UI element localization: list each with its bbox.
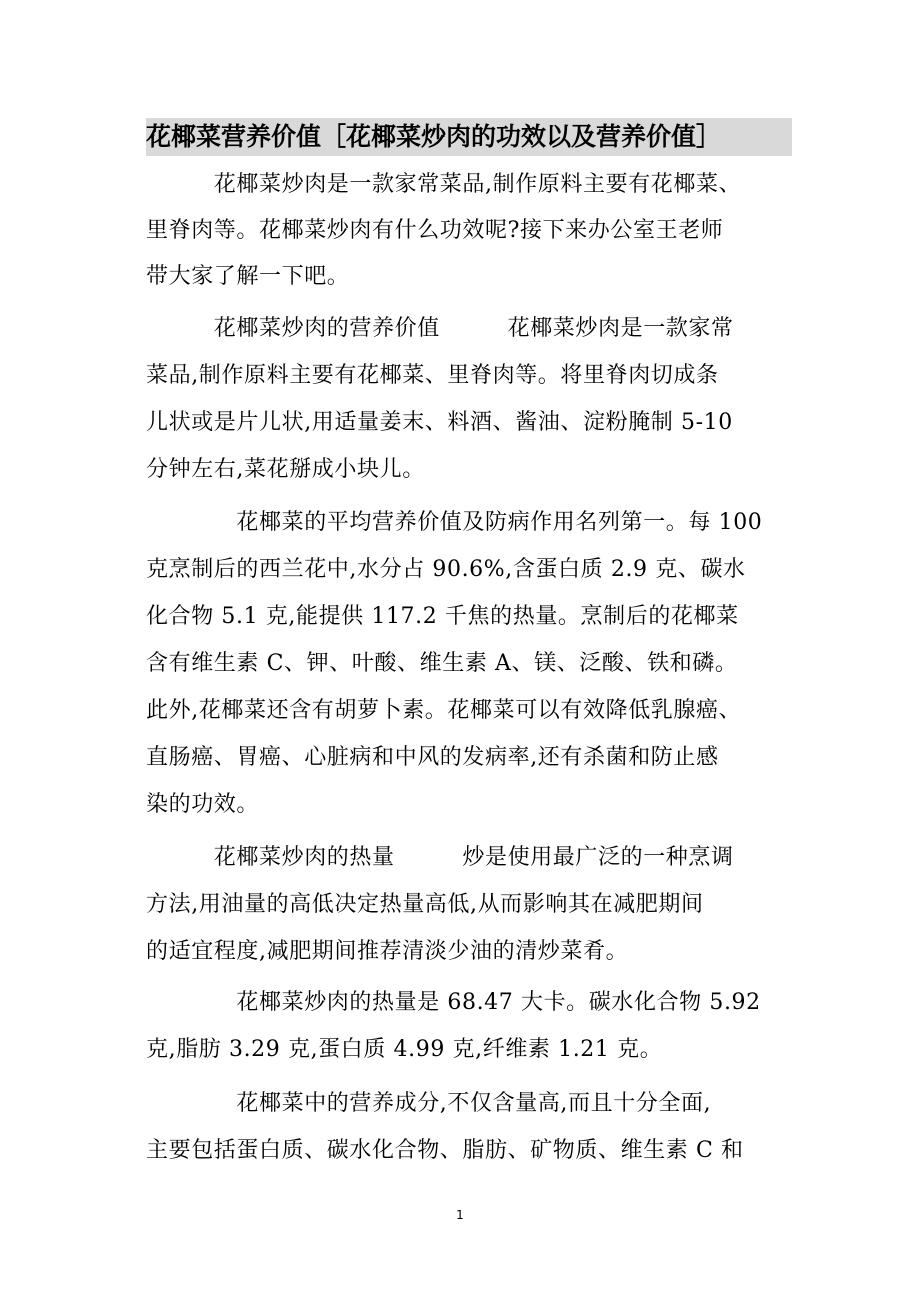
text-line: 克烹制后的西兰花中,水分占 90.6%,含蛋白质 2.9 克、碳水 <box>146 557 746 582</box>
text-line: 直肠癌、胃癌、心脏病和中风的发病率,还有杀菌和防止感 <box>146 745 719 770</box>
text-line: 花椰菜炒肉的热量是 68.47 大卡。碳水化合物 5.92 <box>146 990 761 1015</box>
text-line: 方法,用油量的高低决定热量高低,从而影响其在减肥期间 <box>146 892 704 917</box>
text-line: 儿状或是片儿状,用适量姜末、料酒、酱油、淀粉腌制 5-10 <box>146 410 733 435</box>
text-line: 花椰菜中的营养成分,不仅含量高,而且十分全面, <box>146 1091 712 1116</box>
text-line: 花椰菜炒肉的热量 炒是使用最广泛的一种烹调 <box>146 845 734 870</box>
page-number: 1 <box>456 1208 464 1222</box>
text-line: 此外,花椰菜还含有胡萝卜素。花椰菜可以有效降低乳腺癌、 <box>146 698 742 723</box>
text-line: 化合物 5.1 克,能提供 117.2 千焦的热量。烹制后的花椰菜 <box>146 604 739 629</box>
text-line: 主要包括蛋白质、碳水化合物、脂肪、矿物质、维生素 C 和 <box>146 1138 744 1163</box>
text-line: 菜品,制作原料主要有花椰菜、里脊肉等。将里脊肉切成条 <box>146 363 719 388</box>
text-line: 带大家了解一下吧。 <box>146 264 350 289</box>
text-line: 花椰菜炒肉的营养价值 花椰菜炒肉是一款家常 <box>146 316 734 341</box>
text-line: 分钟左右,菜花掰成小块儿。 <box>146 457 425 482</box>
document-title: 花椰菜营养价值［花椰菜炒肉的功效以及营养价值］ <box>146 122 722 151</box>
text-line: 花椰菜的平均营养价值及防病作用名列第一。每 100 <box>146 510 763 535</box>
text-line: 里脊肉等。花椰菜炒肉有什么功效呢?接下来办公室王老师 <box>146 218 724 243</box>
text-line: 的适宜程度,减肥期间推荐清淡少油的清炒菜肴。 <box>146 939 629 964</box>
text-line: 克,脂肪 3.29 克,蛋白质 4.99 克,纤维素 1.21 克。 <box>146 1037 663 1062</box>
text-line: 含有维生素 C、钾、叶酸、维生素 A、镁、泛酸、铁和磷。 <box>146 651 738 676</box>
text-line: 染的功效。 <box>146 792 260 817</box>
text-line: 花椰菜炒肉是一款家常菜品,制作原料主要有花椰菜、 <box>146 172 742 197</box>
